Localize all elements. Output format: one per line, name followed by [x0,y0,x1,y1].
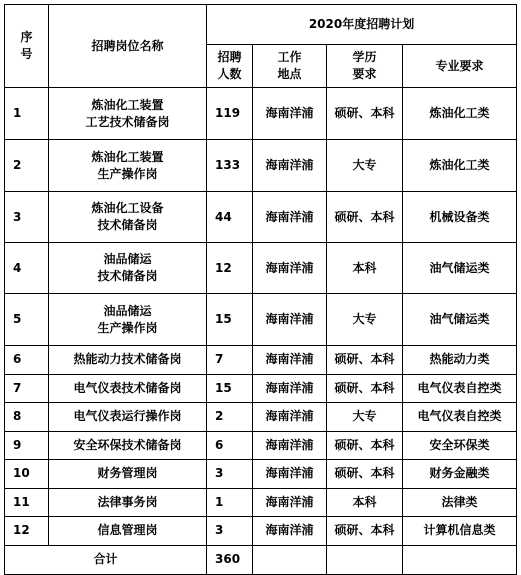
position-name-line-1: 电气仪表运行操作岗 [73,409,182,424]
row-education: 硕研、本科 [327,346,403,375]
table-row [5,88,517,140]
row-education: 大专 [327,294,403,346]
row-education: 硕研、本科 [327,431,403,460]
row-location: 海南洋浦 [253,88,327,140]
row-location: 海南洋浦 [253,346,327,375]
row-position-name [49,192,207,243]
table-row [5,403,517,432]
row-number: 12 [5,517,49,546]
row-position-name [49,488,207,517]
row-position-name [49,517,207,546]
total-count: 360 [207,545,253,574]
row-number: 4 [5,243,49,294]
header-plan-title: 2020年度招聘计划 [207,5,517,45]
row-number: 2 [5,140,49,192]
position-name-line-1: 油品储运 [103,252,152,266]
row-count: 3 [207,517,253,546]
total-empty-major [403,545,517,574]
row-location: 海南洋浦 [253,374,327,403]
total-row [5,545,517,574]
row-number: 6 [5,346,49,375]
row-position-name [49,374,207,403]
header-position-name: 招聘岗位名称 [49,5,207,88]
row-count: 12 [207,243,253,294]
row-count: 133 [207,140,253,192]
row-number: 10 [5,460,49,489]
row-count: 6 [207,431,253,460]
row-education: 硕研、本科 [327,88,403,140]
row-education: 硕研、本科 [327,374,403,403]
row-number: 1 [5,88,49,140]
row-location: 海南洋浦 [253,403,327,432]
position-name-line-2: 技术储备岗 [97,218,158,232]
header-row-1 [5,5,517,45]
row-major: 计算机信息类 [403,517,517,546]
table-row [5,140,517,192]
position-name-line-2: 生产操作岗 [97,320,158,335]
table-row [5,192,517,243]
table-row [5,294,517,346]
row-count: 15 [207,374,253,403]
row-major: 热能动力类 [403,346,517,375]
row-location: 海南洋浦 [253,192,327,243]
row-location: 海南洋浦 [253,460,327,489]
row-location: 海南洋浦 [253,243,327,294]
row-count: 3 [207,460,253,489]
row-position-name [49,140,207,192]
row-number: 5 [5,294,49,346]
row-position-name [49,431,207,460]
total-empty-location [253,545,327,574]
row-position-name [49,460,207,489]
position-name-line-1: 炼油化工设备 [91,201,164,215]
row-major: 财务金融类 [403,460,517,489]
row-location: 海南洋浦 [253,140,327,192]
row-count: 119 [207,88,253,140]
row-location: 海南洋浦 [253,294,327,346]
header-location: 工作 地点 [253,45,327,88]
row-education: 硕研、本科 [327,192,403,243]
row-major: 油气储运类 [403,294,517,346]
table-row [5,243,517,294]
row-major: 安全环保类 [403,431,517,460]
position-name-line-1: 法律事务岗 [97,494,158,509]
position-name-line-2: 技术储备岗 [97,269,158,283]
position-name-line-1: 热能动力技术储备岗 [73,352,182,367]
row-education: 本科 [327,488,403,517]
position-name-line-2: 工艺技术储备岗 [85,114,170,129]
row-major: 机械设备类 [403,192,517,243]
row-location: 海南洋浦 [253,488,327,517]
table-row [5,488,517,517]
position-name-line-1: 信息管理岗 [97,523,158,538]
table-row [5,517,517,546]
row-count: 15 [207,294,253,346]
position-name-line-1: 电气仪表技术储备岗 [73,380,182,395]
position-name-line-1: 安全环保技术储备岗 [73,437,182,452]
row-major: 油气储运类 [403,243,517,294]
table-row [5,346,517,375]
row-number: 8 [5,403,49,432]
row-position-name [49,346,207,375]
position-name-line-1: 油品储运 [103,303,152,318]
header-count: 招聘 人数 [207,45,253,88]
row-count: 1 [207,488,253,517]
row-position-name [49,243,207,294]
row-major: 电气仪表自控类 [403,403,517,432]
row-location: 海南洋浦 [253,431,327,460]
recruitment-plan-table [4,4,517,575]
row-major: 炼油化工类 [403,88,517,140]
position-name-line-1: 炼油化工装置 [91,149,164,164]
position-name-line-2: 生产操作岗 [97,166,158,181]
row-location: 海南洋浦 [253,517,327,546]
header-education: 学历 要求 [327,45,403,88]
table-row [5,374,517,403]
table-row [5,431,517,460]
table-row [5,460,517,489]
row-number: 11 [5,488,49,517]
row-count: 44 [207,192,253,243]
row-major: 炼油化工类 [403,140,517,192]
row-education: 硕研、本科 [327,517,403,546]
row-number: 3 [5,192,49,243]
total-empty-education [327,545,403,574]
position-name-line-1: 财务管理岗 [97,466,158,481]
header-major: 专业要求 [403,45,517,88]
row-position-name [49,403,207,432]
row-education: 硕研、本科 [327,460,403,489]
row-position-name [49,88,207,140]
row-major: 法律类 [403,488,517,517]
row-count: 7 [207,346,253,375]
total-label: 合计 [5,545,207,574]
row-position-name [49,294,207,346]
row-number: 9 [5,431,49,460]
row-count: 2 [207,403,253,432]
row-education: 本科 [327,243,403,294]
row-number: 7 [5,374,49,403]
row-education: 大专 [327,403,403,432]
row-major: 电气仪表自控类 [403,374,517,403]
header-seq: 序 号 [5,5,49,88]
row-education: 大专 [327,140,403,192]
position-name-line-1: 炼油化工装置 [91,97,164,112]
